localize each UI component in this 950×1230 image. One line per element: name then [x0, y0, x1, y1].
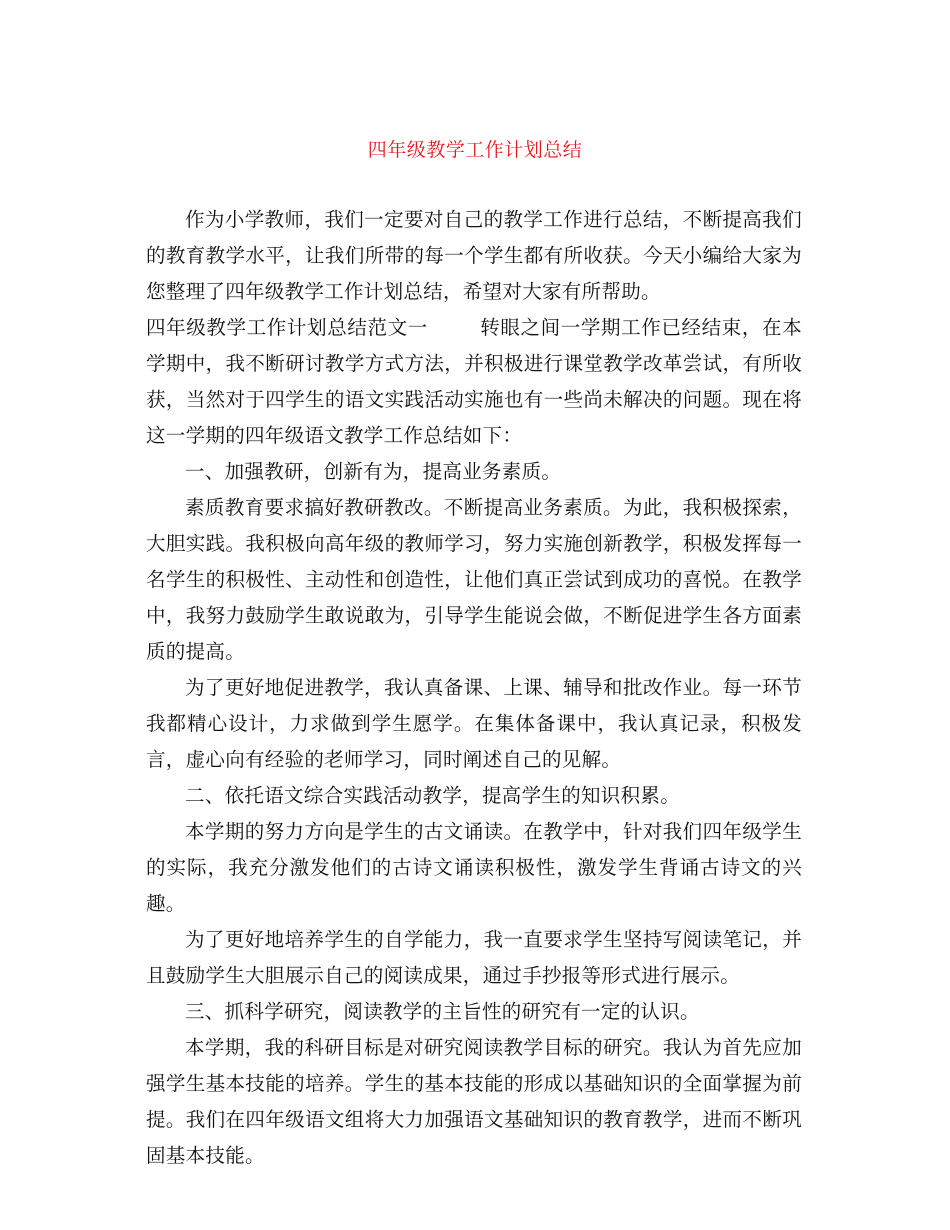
paragraph-body: 本学期的努力方向是学生的古文诵读。在教学中，针对我们四年级学生的实际，我充分激发他们的古诗文诵读积极性，激发学生背诵古诗文的兴趣。	[146, 820, 802, 915]
paragraph-section-heading-3: 三、抓科学研究，阅读教学的主旨性的研究有一定的认识。	[185, 1000, 700, 1023]
section-text: 转眼之间一学期工作已经结束，在本学期中，我不断研讨教学方式方法，并积极进行课堂教学改革尝试，有所收获，当然对于四学生的语文实践活动实施也有一些尚未解决的问题。现在将这一学期的四年级语文教学工作总结如下：	[146, 316, 802, 447]
paragraph-section-heading-2: 二、依托语文综合实践活动教学，提高学生的知识积累。	[185, 784, 681, 807]
section-heading: 四年级教学工作计划总结范文一	[146, 316, 428, 339]
paragraph-body: 为了更好地培养学生的自学能力，我一直要求学生坚持写阅读笔记，并且鼓励学生大胆展示自己的阅读成果，通过手抄报等形式进行展示。	[146, 928, 802, 987]
paragraph-section-heading-1: 一、加强教研，创新有为，提高业务素质。	[185, 460, 562, 483]
document-title: 四年级教学工作计划总结	[367, 139, 583, 161]
paragraph-body: 为了更好地促进教学，我认真备课、上课、辅导和批改作业。每一环节我都精心设计，力求做到学生愿学。在集体备课中，我认真记录，积极发言，虚心向有经验的老师学习，同时阐述自己的见解。	[146, 676, 802, 771]
paragraph-sample-one	[146, 310, 802, 454]
document-body	[146, 202, 802, 1174]
paragraph-body: 素质教育要求搞好教研教改。不断提高业务素质。为此，我积极探索，大胆实践。我积极向高年级的教师学习，努力实施创新教学，积极发挥每一名学生的积极性、主动性和创造性，让他们真正尝试到成功的喜悦。在教学中，我努力鼓励学生敢说敢为，引导学生能说会做，不断促进学生各方面素质的提高。	[146, 496, 802, 663]
paragraph-body: 本学期，我的科研目标是对研究阅读教学目标的研究。我认为首先应加强学生基本技能的培养。学生的基本技能的形成以基础知识的全面掌握为前提。我们在四年级语文组将大力加强语文基础知识的教育教学，进而不断巩固基本技能。	[146, 1036, 802, 1167]
paragraph-intro: 作为小学教师，我们一定要对自己的教学工作进行总结，不断提高我们的教育教学水平，让我们所带的每一个学生都有所收获。今天小编给大家为您整理了四年级教学工作计划总结，希望对大家有所帮助。	[146, 208, 802, 303]
